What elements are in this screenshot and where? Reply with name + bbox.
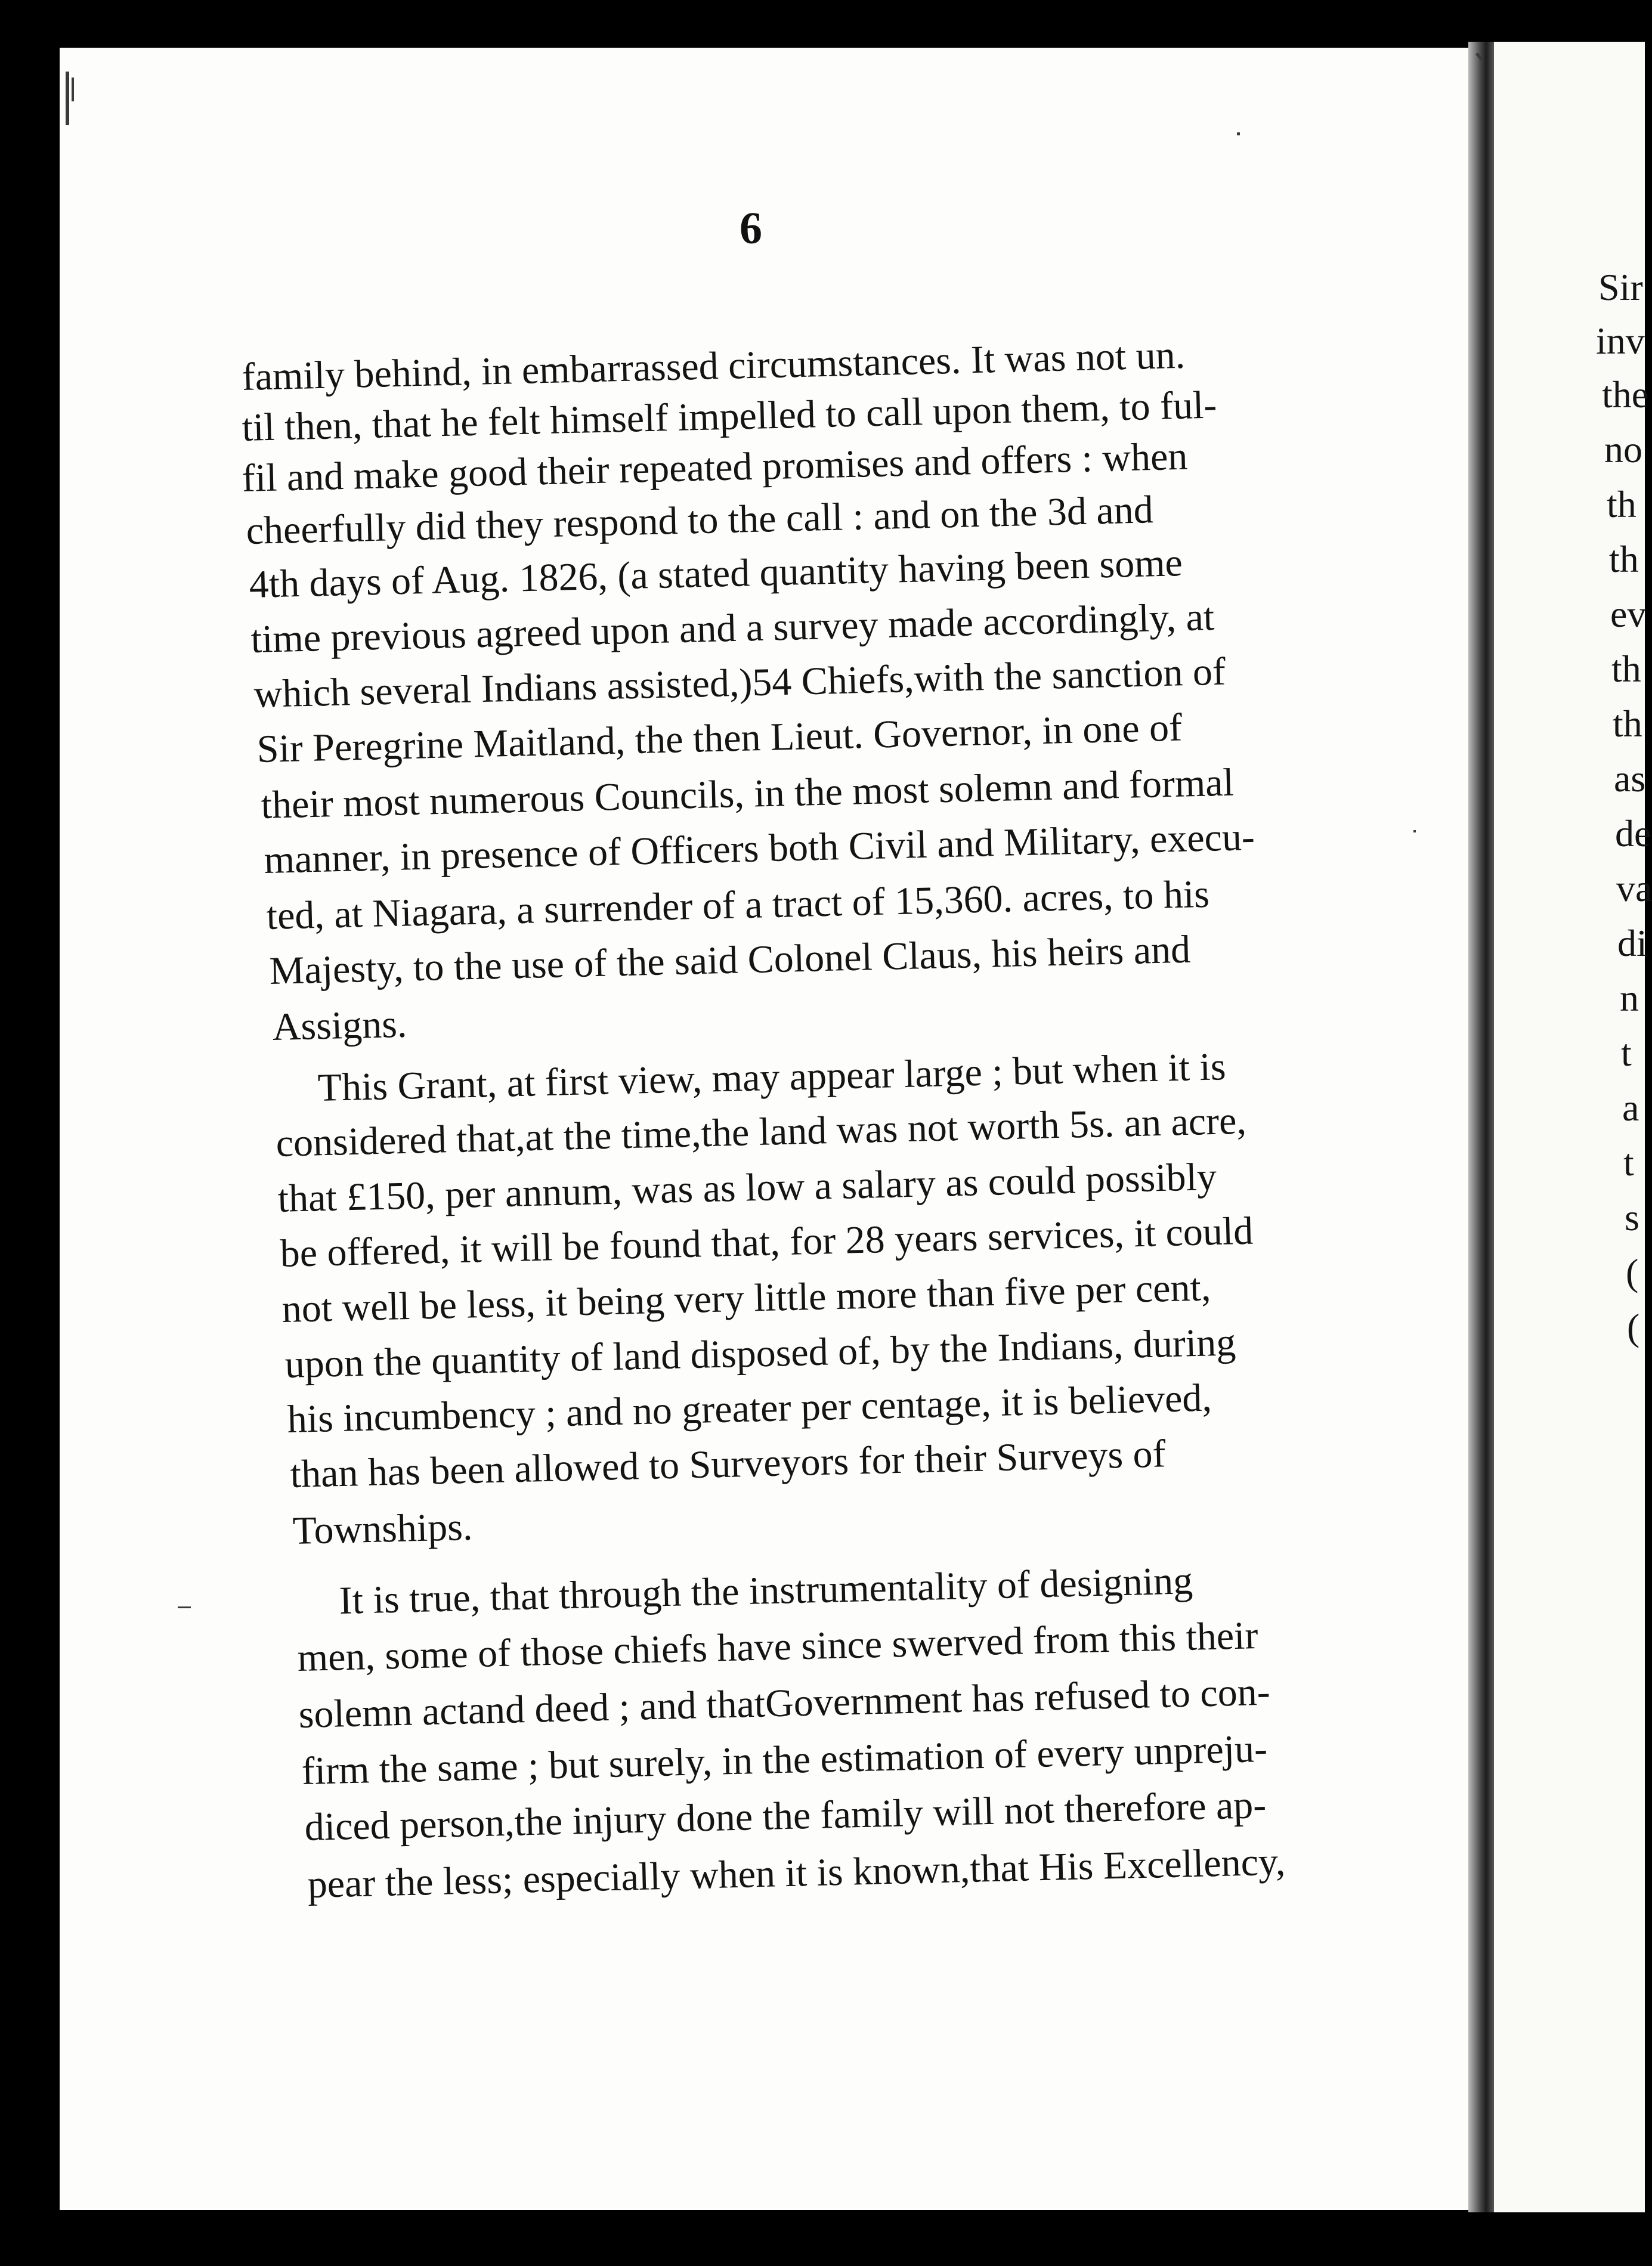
text-line: It is true, that through the instrumentality of designing	[338, 1559, 1193, 1623]
right-page-fragment: th	[1609, 538, 1639, 580]
text-line: cheerfully did they respond to the call : and on the 3d and	[245, 488, 1154, 553]
text-line: Assigns.	[271, 1002, 408, 1049]
text-line: family behind, in embarrassed circumstances. It was not un.	[241, 333, 1186, 399]
text-line: This Grant, at first view, may appear large ; but when it is	[317, 1045, 1227, 1110]
text-line: 4th days of Aug. 1826, (a stated quantity having been some	[248, 541, 1183, 606]
right-page-fragment: t	[1623, 1141, 1634, 1184]
right-page-fragment: th	[1611, 648, 1641, 690]
right-page-fragment: di	[1617, 922, 1647, 964]
right-page-fragment: (	[1626, 1251, 1639, 1293]
text-line: manner, in presence of Officers both Civil and Military, execu-	[263, 815, 1255, 882]
text-line: Townships.	[292, 1505, 474, 1553]
text-line: ted, at Niagara, a surrender of a tract of 15,360. acres, to his	[265, 872, 1210, 938]
right-page-fragment: th	[1607, 483, 1636, 525]
text-line: firm the same ; but surely, in the estimation of every unpreju-	[301, 1726, 1268, 1793]
text-line: men, some of those chiefs have since swerved from this their	[296, 1614, 1259, 1680]
text-line: time previous agreed upon and a survey made accordingly, at	[250, 595, 1215, 661]
text-line: which several Indians assisted,)54 Chiefs,with the sanction of	[253, 649, 1226, 716]
text-line: pear the less; especially when it is known,that His Excellency,	[307, 1840, 1286, 1906]
text-line: upon the quantity of land disposed of, by the Indians, during	[284, 1320, 1236, 1386]
text-line: Sir Peregrine Maitland, the then Lieut. Governor, in one of	[256, 705, 1183, 771]
right-page-fragment: t	[1621, 1032, 1632, 1074]
page-edge-mark	[178, 1606, 191, 1608]
right-page-fragment: a	[1622, 1086, 1639, 1129]
text-line: his incumbency ; and no greater per centage, it is believed,	[286, 1376, 1212, 1441]
right-page-fragment: n	[1620, 977, 1639, 1019]
text-line: diced person,the injury done the family will not therefore ap-	[304, 1783, 1267, 1849]
page-number: 6	[740, 203, 762, 253]
right-page-fragment: no	[1604, 428, 1642, 470]
right-page-fragment: th	[1613, 702, 1642, 745]
right-page-fragment: de	[1615, 812, 1651, 855]
text-line: solemn actand deed ; and thatGovernment has refused to con-	[298, 1670, 1271, 1736]
text-line: considered that,at the time,the land was not worth 5s. an acre,	[275, 1098, 1247, 1165]
right-page-fragment: s	[1625, 1196, 1639, 1239]
right-page-fragment: (	[1627, 1306, 1640, 1348]
text-line: be offered, it will be found that, for 28 years services, it could	[279, 1209, 1254, 1276]
right-page-fragment: as	[1614, 757, 1646, 800]
text-line: that £150, per annum, was as low a salary as could possibly	[277, 1154, 1217, 1221]
right-page-fragment: va	[1616, 867, 1652, 909]
page-edge-mark	[1413, 830, 1416, 832]
text-line: Majesty, to the use of the said Colonel Claus, his heirs and	[268, 927, 1191, 993]
page-edge-mark	[66, 72, 69, 125]
right-page-fragment: ev	[1610, 593, 1647, 635]
text-line: their most numerous Councils, in the most solemn and formal	[260, 760, 1235, 827]
right-page-fragment: Sir	[1598, 266, 1643, 308]
right-page-fragment: inv	[1596, 320, 1645, 362]
right-page-fragment: the	[1602, 373, 1649, 416]
text-line: fil and make good their repeated promises and offers : when	[241, 434, 1189, 500]
page-edge-mark	[1237, 132, 1240, 135]
page-edge-mark	[72, 78, 74, 101]
text-line: than has been allowed to Surveyors for their Surveys of	[289, 1432, 1167, 1496]
text-line: not well be less, it being very little more than five per cent,	[281, 1265, 1212, 1331]
text-line: til then, that he felt himself impelled to call upon them, to ful-	[241, 383, 1218, 450]
